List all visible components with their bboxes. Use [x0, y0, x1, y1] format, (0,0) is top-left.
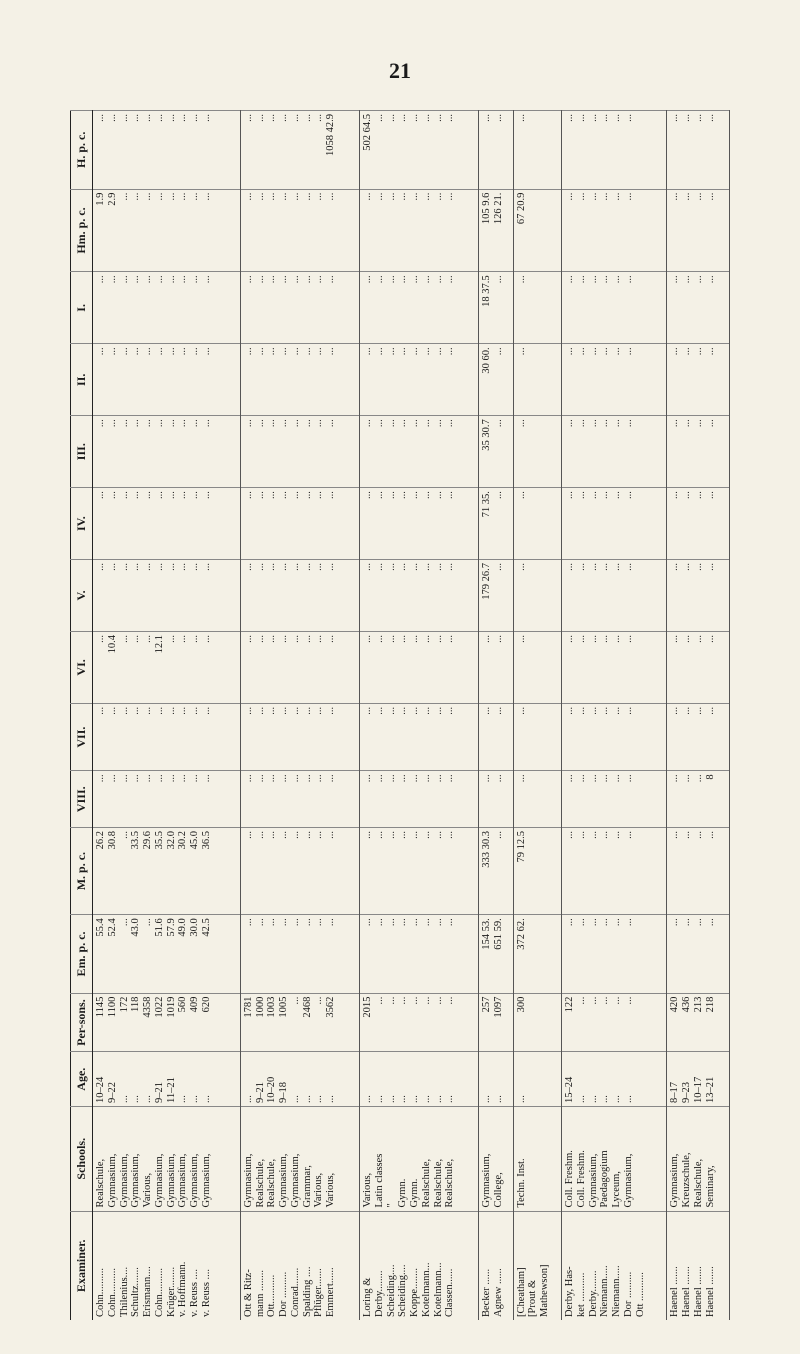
column-header: Em. p. c.: [71, 915, 93, 993]
iv-cell: ... ... ... ... ... ... ... ...: [240, 488, 359, 560]
persons-cell: 300: [513, 993, 561, 1052]
h-cell: ... ... ... ... ... ...: [562, 111, 667, 190]
viii-cell: ... ... ... ... ... ... ... ... ... ...: [93, 771, 241, 828]
age-cell: ... ...: [479, 1052, 513, 1106]
mpc-cell: ... ... ... ...: [667, 828, 730, 915]
column-header: Age.: [71, 1052, 93, 1106]
ii-cell: 30 60. ...: [479, 344, 513, 416]
hm-cell: ... ... ... ... ... ... ... ...: [240, 189, 359, 272]
vi-cell: ... ...: [479, 631, 513, 703]
ii-cell: ... ... ... ... ... ... ... ...: [360, 344, 479, 416]
persons-cell: 420 436 213 218: [667, 993, 730, 1052]
table-row: [667, 111, 730, 1321]
v-cell: ... ... ... ... ... ... ... ...: [360, 560, 479, 632]
em-cell: 154 53. 651 59.: [479, 915, 513, 993]
h-cell: ... ...: [479, 111, 513, 190]
examiner-cell: Loring & Derby........ Scheiding.... Scheiding.... Koppe........ Kotelmann... Kotelmann... Classen......: [360, 1211, 479, 1320]
vi-cell: ... 10.4 ... ... ... 12.1 ... ... ... ...: [93, 631, 241, 703]
ii-cell: ... ... ... ... ... ... ... ...: [240, 344, 359, 416]
em-cell: ... ... ... ...: [667, 915, 730, 993]
v-cell: ... ... ... ... ... ...: [562, 560, 667, 632]
hm-cell: 1.9 2.9 ... ... ... ... ... ... ... ...: [93, 189, 241, 272]
i-cell: ... ... ... ... ... ...: [562, 272, 667, 344]
table-row: [562, 111, 667, 1321]
column-header: Hm. p. c.: [71, 189, 93, 272]
v-cell: ... ... ... ...: [667, 560, 730, 632]
persons-cell: 2015 ... ... ... ... ... ... ...: [360, 993, 479, 1052]
persons-cell: 1781 1000 1003 1005 ... 2468 ... 3562: [240, 993, 359, 1052]
column-header: H. p. c.: [71, 111, 93, 190]
iii-cell: ... ... ... ... ... ... ... ...: [240, 416, 359, 488]
v-cell: ... ... ... ... ... ... ... ...: [240, 560, 359, 632]
schools-cell: Gymnasium, College,: [479, 1106, 513, 1211]
hm-cell: ... ... ... ... ... ... ... ...: [360, 189, 479, 272]
ii-cell: ...: [513, 344, 561, 416]
age-cell: ... ... ... ... ... ... ... ...: [360, 1052, 479, 1106]
hm-cell: ... ... ... ... ... ...: [562, 189, 667, 272]
mpc-cell: ... ... ... ... ... ... ... ...: [240, 828, 359, 915]
schools-cell: Various, Latin classes " Gymn. Gymn. Realschule, Realschule, Realschule,: [360, 1106, 479, 1211]
persons-cell: 257 1097: [479, 993, 513, 1052]
statistics-table: [70, 110, 730, 1320]
iii-cell: ... ... ... ...: [667, 416, 730, 488]
mpc-cell: 26.2 30.8 ... 33.5 29.6 35.5 32.0 30.2 45.0 36.5: [93, 828, 241, 915]
column-header: II.: [71, 344, 93, 416]
examiner-cell: Cohn.......... Cohn.......... Thilenius.... Schultz....... Erismann.... Cohn.......... Krüger........ v. Hoffmann. v. Reuss .... v. Reuss ....: [93, 1211, 241, 1320]
table-row: [360, 111, 479, 1321]
vii-cell: ... ... ... ... ... ...: [562, 703, 667, 771]
mpc-cell: ... ... ... ... ... ...: [562, 828, 667, 915]
viii-cell: ... ... ... ... ... ... ... ...: [240, 771, 359, 828]
em-cell: ... ... ... ... ... ...: [562, 915, 667, 993]
vi-cell: ... ... ... ... ... ... ... ...: [240, 631, 359, 703]
schools-cell: Gymnasium, Realschule, Realschule, Gymnasium, Gymnasium, Grammar, Various, Various,: [240, 1106, 359, 1211]
column-header: III.: [71, 416, 93, 488]
iii-cell: ... ... ... ... ... ... ... ...: [360, 416, 479, 488]
i-cell: ... ... ... ...: [667, 272, 730, 344]
iv-cell: ... ... ... ... ... ... ... ... ... ...: [93, 488, 241, 560]
vi-cell: ... ... ... ...: [667, 631, 730, 703]
rotated-table-container: [70, 110, 730, 1320]
examiner-cell: Haenel ....... Haenel ....... Haenel ....... Haenel .......: [667, 1211, 730, 1320]
vii-cell: ...: [513, 703, 561, 771]
ii-cell: ... ... ... ... ... ...: [562, 344, 667, 416]
iv-cell: 71 35. ...: [479, 488, 513, 560]
i-cell: 18 37.5 ...: [479, 272, 513, 344]
i-cell: ...: [513, 272, 561, 344]
examiner-cell: Becker ...... Agnew ......: [479, 1211, 513, 1320]
column-header: VII.: [71, 703, 93, 771]
vii-cell: ... ... ... ... ... ... ... ...: [360, 703, 479, 771]
column-header: V.: [71, 560, 93, 632]
viii-cell: ... ... ... ... ... ... ... ...: [360, 771, 479, 828]
i-cell: ... ... ... ... ... ... ... ...: [360, 272, 479, 344]
vii-cell: ... ... ... ... ... ... ... ...: [240, 703, 359, 771]
h-cell: ... ... ... ...: [667, 111, 730, 190]
vii-cell: ... ...: [479, 703, 513, 771]
viii-cell: ...: [513, 771, 561, 828]
mpc-cell: 333 30.3 ...: [479, 828, 513, 915]
column-header: Schools.: [71, 1106, 93, 1211]
header-row: [71, 111, 93, 1321]
h-cell: 502 64.5 ... ... ... ... ... ... ...: [360, 111, 479, 190]
age-cell: 15–24 ... ... ... ... ...: [562, 1052, 667, 1106]
hm-cell: 105 9.6 126 21.: [479, 189, 513, 272]
examiner-cell: Ott & Ritz- mann ........ Ott........... Dor .......... Conrad....... Spalding .... Pflüger....... Emmert......: [240, 1211, 359, 1320]
age-cell: ... 9–21 10–20 9–18 ... ... ... ...: [240, 1052, 359, 1106]
vi-cell: ...: [513, 631, 561, 703]
age-cell: 8–17 9–23 10–17 13–21: [667, 1052, 730, 1106]
iv-cell: ... ... ... ... ... ...: [562, 488, 667, 560]
viii-cell: ... ... ... 8: [667, 771, 730, 828]
iv-cell: ...: [513, 488, 561, 560]
vi-cell: ... ... ... ... ... ... ... ...: [360, 631, 479, 703]
column-header: Per-sons.: [71, 993, 93, 1052]
schools-cell: Coll. Freshm. Coll. Freshm. Gymnasium, Paedagogium Lyceum, Gymnasium,: [562, 1106, 667, 1211]
v-cell: 179 26.7 ...: [479, 560, 513, 632]
page-number: 21: [389, 58, 411, 83]
mpc-cell: 79 12.5: [513, 828, 561, 915]
em-cell: ... ... ... ... ... ... ... ...: [360, 915, 479, 993]
hm-cell: ... ... ... ...: [667, 189, 730, 272]
persons-cell: 122 ... ... ... ... ...: [562, 993, 667, 1052]
iii-cell: ... ... ... ... ... ...: [562, 416, 667, 488]
schools-cell: Gymnasium, Kreuzschule, Realschule, Seminary,: [667, 1106, 730, 1211]
table-row: [479, 111, 513, 1321]
iii-cell: 35 30.7 ...: [479, 416, 513, 488]
iv-cell: ... ... ... ... ... ... ... ...: [360, 488, 479, 560]
table-body: [93, 111, 730, 1321]
v-cell: ...: [513, 560, 561, 632]
examiner-cell: Derby, Has- ket ........... Derby........ Niemann..... Niemann..... Dor .......... Ott ...........: [562, 1211, 667, 1320]
examiner-cell: [Cheatham] [Prout & Mathewson]: [513, 1211, 561, 1320]
ii-cell: ... ... ... ...: [667, 344, 730, 416]
table-row: [240, 111, 359, 1321]
viii-cell: ... ...: [479, 771, 513, 828]
age-cell: ...: [513, 1052, 561, 1106]
ii-cell: ... ... ... ... ... ... ... ... ... ...: [93, 344, 241, 416]
age-cell: 10–24 9–22 ... ... ... 9–21 11–21 ... ... ...: [93, 1052, 241, 1106]
schools-cell: Techn. Inst.: [513, 1106, 561, 1211]
iv-cell: ... ... ... ...: [667, 488, 730, 560]
em-cell: 55.4 52.4 ... 43.0 ... 51.6 57.9 49.0 30.0 42.5: [93, 915, 241, 993]
viii-cell: ... ... ... ... ... ...: [562, 771, 667, 828]
schools-cell: Realschule, Gymnasium, Gymnasium, Gymnasium, Various, Gymnasium, Gymnasium, Gymnasium, Gymnasium, Gymnasium,: [93, 1106, 241, 1211]
table-row: [513, 111, 561, 1321]
h-cell: ... ... ... ... ... ... ... 1058 42.9: [240, 111, 359, 190]
column-header: M. p. c.: [71, 828, 93, 915]
em-cell: 372 62.: [513, 915, 561, 993]
iii-cell: ... ... ... ... ... ... ... ... ... ...: [93, 416, 241, 488]
v-cell: ... ... ... ... ... ... ... ... ... ...: [93, 560, 241, 632]
vi-cell: ... ... ... ... ... ...: [562, 631, 667, 703]
column-header: VIII.: [71, 771, 93, 828]
mpc-cell: ... ... ... ... ... ... ... ...: [360, 828, 479, 915]
iii-cell: ...: [513, 416, 561, 488]
em-cell: ... ... ... ... ... ... ... ...: [240, 915, 359, 993]
hm-cell: 67 20.9: [513, 189, 561, 272]
persons-cell: 1145 1100 172 118 4358 1022 1019 560 409 620: [93, 993, 241, 1052]
column-header: IV.: [71, 488, 93, 560]
i-cell: ... ... ... ... ... ... ... ... ... ...: [93, 272, 241, 344]
column-header: VI.: [71, 631, 93, 703]
column-header: Examiner.: [71, 1211, 93, 1320]
vii-cell: ... ... ... ... ... ... ... ... ... ...: [93, 703, 241, 771]
table-row: [93, 111, 241, 1321]
column-header: I.: [71, 272, 93, 344]
vii-cell: ... ... ... ...: [667, 703, 730, 771]
h-cell: ... ... ... ... ... ... ... ... ... ...: [93, 111, 241, 190]
h-cell: ...: [513, 111, 561, 190]
i-cell: ... ... ... ... ... ... ... ...: [240, 272, 359, 344]
